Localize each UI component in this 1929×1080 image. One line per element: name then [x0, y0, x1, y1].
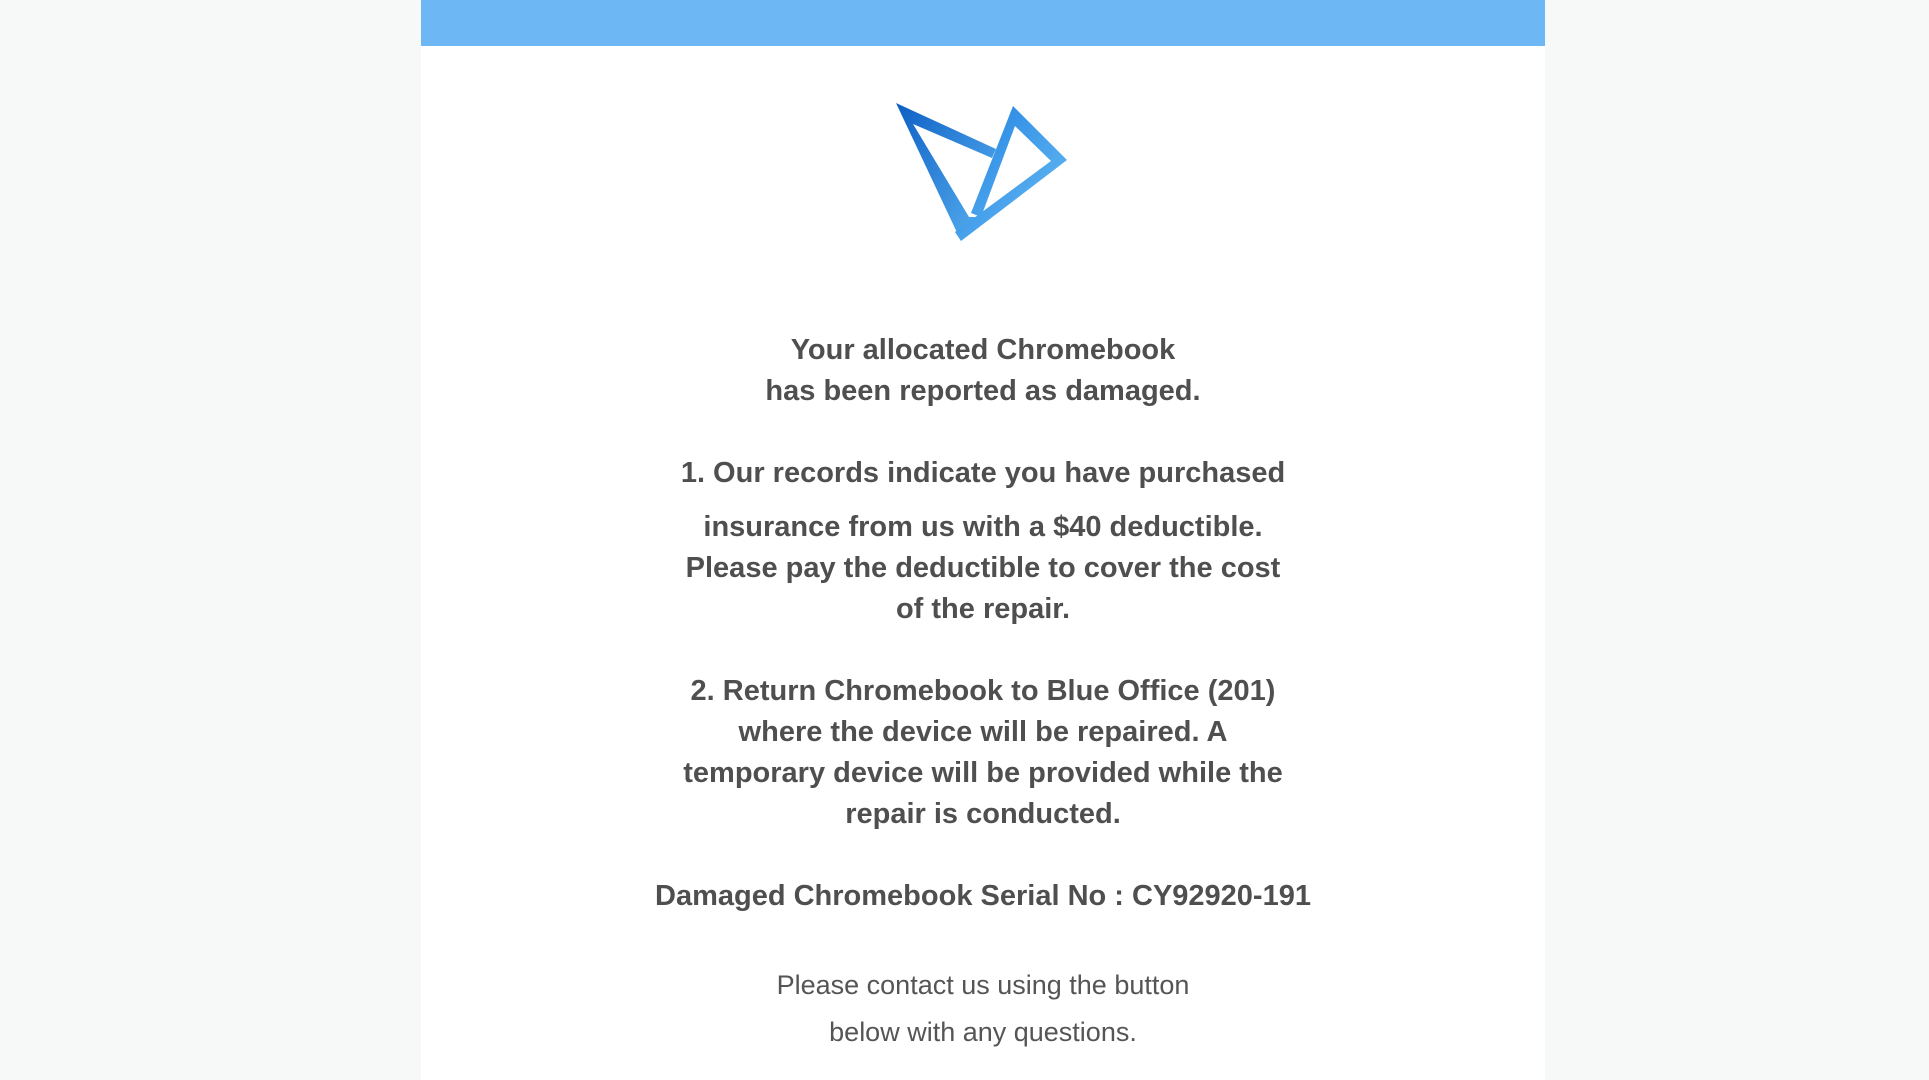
- item2-text: temporary device will be provided while the: [683, 757, 1283, 789]
- item1-text: 1. Our records indicate you have purchased: [680, 457, 1286, 489]
- paper-plane-logo-icon: [891, 100, 1071, 250]
- item2-text: repair is conducted.: [845, 798, 1121, 830]
- email-card: [421, 0, 1545, 1080]
- serial-number: Damaged Chromebook Serial No : CY92920-191: [655, 880, 1311, 912]
- heading-line: has been reported as damaged.: [765, 375, 1201, 407]
- item2-text: where the device will be repaired. A: [738, 716, 1228, 748]
- contact-text: Please contact us using the button: [776, 970, 1190, 1000]
- heading-line: Your allocated Chromebook: [790, 334, 1176, 366]
- item2-text: 2. Return Chromebook to Blue Office (201): [690, 675, 1276, 707]
- item1-text: Please pay the deductible to cover the cost: [685, 552, 1281, 584]
- contact-text: below with any questions.: [829, 1017, 1137, 1047]
- item1-text: of the repair.: [895, 593, 1071, 625]
- notice-body: [421, 330, 1545, 1056]
- brand-header-bar: [421, 0, 1545, 46]
- item1-text: insurance from us with a $40 deductible.: [703, 511, 1263, 543]
